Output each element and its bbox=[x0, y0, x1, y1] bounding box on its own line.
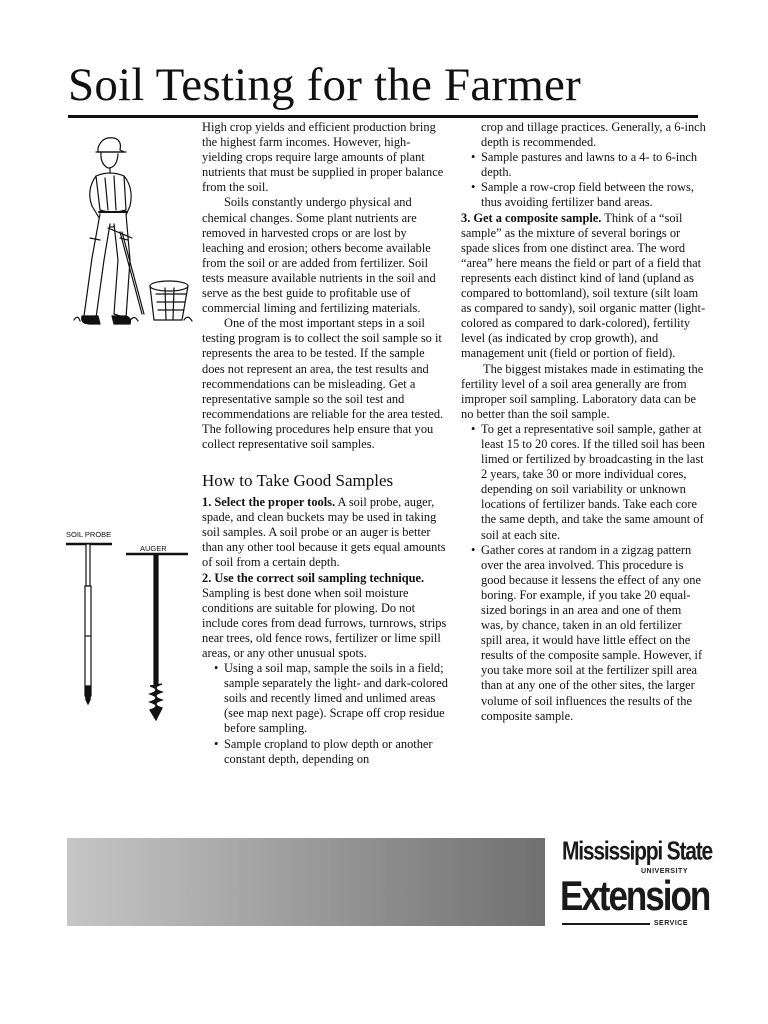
bullet-item: • Sample cropland to plow depth or another constant depth, depending on bbox=[224, 737, 450, 767]
step-2-paragraph bbox=[202, 571, 450, 662]
msu-extension-logo bbox=[560, 837, 712, 929]
bullet-item: • Sample a row-crop field between the rows, thus avoiding fertilizer band areas. bbox=[481, 180, 706, 210]
step-3-paragraph bbox=[461, 211, 706, 362]
title-rule bbox=[68, 115, 698, 118]
step-2-text: Sampling is best done when soil moisture conditions are suitable for plowing. Do not include cores from dead furrows, turnrows, strips near trees, old fence rows, fertilizer or lime spill areas, or any other unusual spots. bbox=[202, 585, 447, 660]
farmer-illustration bbox=[70, 128, 198, 328]
soil-probe-label: SOIL PROBE bbox=[66, 530, 112, 539]
step-3-title: 3. Get a composite sample. bbox=[461, 210, 602, 225]
step-1-paragraph bbox=[202, 495, 450, 570]
mistakes-paragraph: The biggest mistakes made in estimating the fertility level of a soil area generally are from improper soil sampling. Laboratory data can be no better than the soil sample. bbox=[461, 361, 704, 421]
logo-underline bbox=[562, 923, 650, 925]
logo-line-4: SERVICE bbox=[653, 920, 688, 927]
intro-paragraph-2: Soils constantly undergo physical and chemical changes. Some plant nutrients are removed in harvested crops or are lost by leaching and erosion; others become available from the soil or are added from fertilizer. Soil tests measure available nutrients in the soil and serve as the best guide to profitable use of commercial liming and fertilizing materials. bbox=[202, 195, 436, 316]
bullet-item: • Gather cores at random in a zigzag pattern over the area involved. This procedure is good because it lessens the effect of any one boring. For example, if you take 20 equal-sized borings in an area and one of them was, by chance, taken in an old fertilizer spill area, it would have little effect on the results of the composite sample. However, if you take more soil at the fertilizer spill area than at any one of the other sites, the larger volume of soil influences the results of the composite sample. bbox=[481, 543, 706, 724]
auger-label: AUGER bbox=[140, 544, 167, 553]
section-heading: How to Take Good Samples bbox=[202, 471, 394, 491]
bullet-item: • To get a representative soil sample, gather at least 15 to 20 cores. If the tilled soil has been limed or fertilized by broadcasting in the last 2 years, take 30 or more individual cores, depending on soil variability or unknown locations of fertilizer bands. Take each core the same depth, and take the same amount of soil at each site. bbox=[481, 422, 706, 543]
composite-bullet-list bbox=[461, 422, 706, 724]
logo-line-2: UNIVERSITY bbox=[640, 868, 688, 875]
bullet-item: • Sample pastures and lawns to a 4- to 6-inch depth. bbox=[481, 150, 706, 180]
column-right bbox=[461, 120, 706, 724]
step-1-title: 1. Select the proper tools. bbox=[202, 495, 336, 510]
step-2-title: 2. Use the correct soil sampling technique. bbox=[202, 570, 425, 585]
bullet-item: • Using a soil map, sample the soils in a field; sample separately the light- and dark-colored soils and recently limed and unlimed areas (see map next page). Scrape off crop residue before sampling. bbox=[224, 661, 450, 736]
continued-text: crop and tillage practices. Generally, a 6-inch depth is recommended. bbox=[481, 120, 706, 150]
step-1-text: A soil probe, auger, spade, and clean buckets may be used in taking soil samples. A soil probe or an auger is better than any other tool because it gets equal amounts of soil from a certain depth. bbox=[202, 495, 446, 570]
step-2-bullet-list bbox=[202, 661, 450, 767]
intro-paragraph-3: One of the most important steps in a soil testing program is to collect the soil sample so it represents the area to be tested. If the sample does not represent an area, the test results and recommendations can be misleading. Get a representative sample so the soil test and recommendations are reliable for the area tested. The following procedures help ensure that you collect representative soil samples. bbox=[202, 316, 444, 451]
column-left bbox=[202, 120, 450, 767]
logo-line-3: Extension bbox=[560, 873, 710, 920]
tools-illustration bbox=[64, 536, 194, 726]
intro-paragraph-1: High crop yields and efficient production bring the highest farm incomes. However, high-yielding crops require large amounts of plant nutrients that must be supplied in proper balance from the soil. bbox=[202, 120, 444, 195]
logo-line-1: Mississippi State bbox=[562, 837, 712, 866]
page-title: Soil Testing for the Farmer bbox=[68, 59, 581, 111]
step-3-text: Think of a “soil sample” as the mixture of several borings or spade slices from one distinct area. The word “area” here means the field or part of a field that represents each distinct kind of land (upland as compared to bottomland), soil texture (silt loam as compared to sandy), soil organic matter (light-colored as compared to dark-colored), fertility level (as indicated by crop growth), and management unit (field or portion of field). bbox=[461, 210, 706, 361]
depth-bullet-list bbox=[461, 150, 706, 210]
footer-gray-band bbox=[67, 838, 545, 926]
